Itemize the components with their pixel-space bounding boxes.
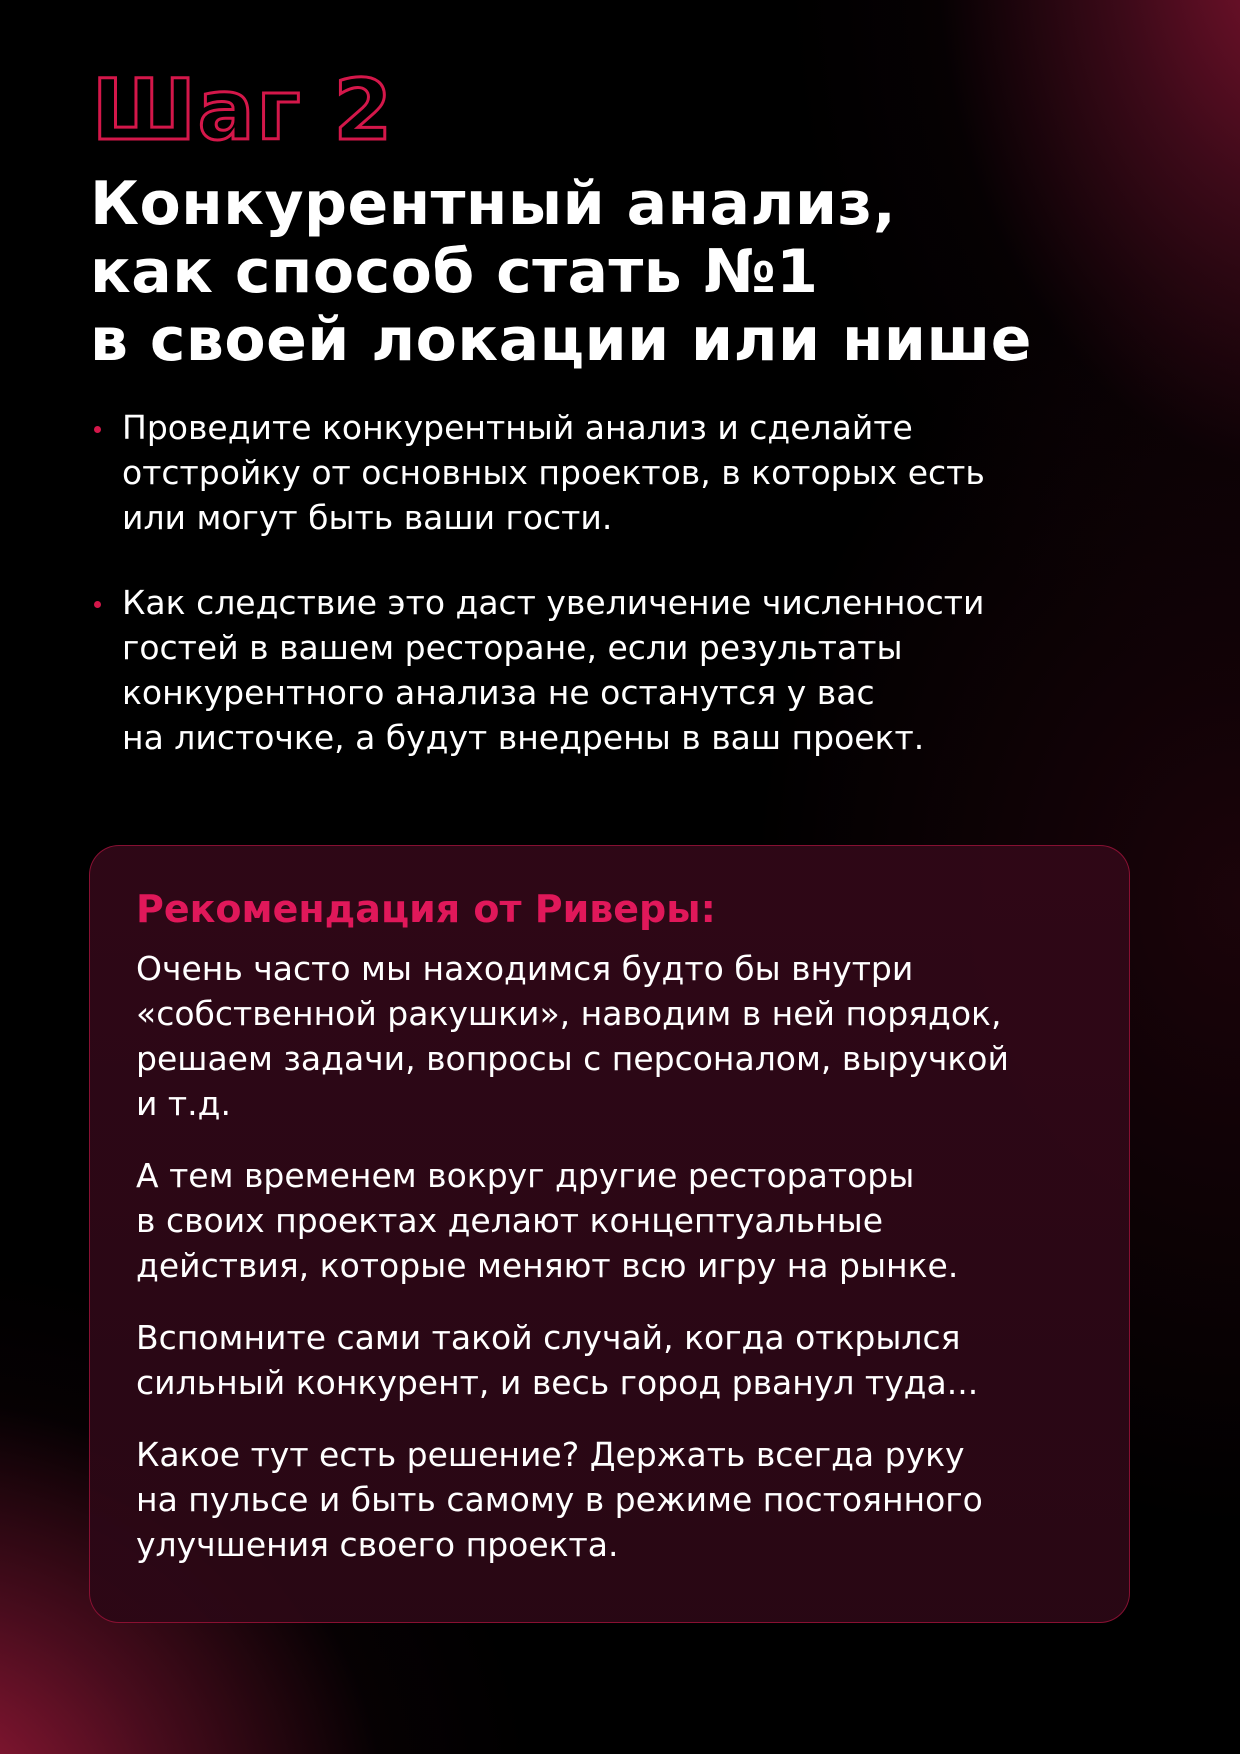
bullet-text-line: или могут быть ваши гости. — [122, 498, 613, 537]
recommendation-text-line: и т.д. — [136, 1084, 231, 1123]
recommendation-text-line: сильный конкурент, и весь город рванул туда... — [136, 1363, 979, 1402]
recommendation-body — [136, 946, 1106, 1594]
recommendation-paragraph — [136, 1153, 1106, 1288]
recommendation-text-line: в своих проектах делают концептуальные — [136, 1201, 884, 1240]
bullet-dot-icon — [94, 426, 101, 433]
recommendation-text-line: Очень часто мы находимся будто бы внутри — [136, 949, 914, 988]
recommendation-paragraph — [136, 1315, 1106, 1405]
recommendation-text-line: на пульсе и быть самому в режиме постоянного — [136, 1480, 983, 1519]
recommendation-text-line: «собственной ракушки», наводим в ней порядок, — [136, 994, 1002, 1033]
headline-line: как способ стать №1 — [90, 237, 819, 307]
recommendation-title: Рекомендация от Риверы: — [136, 887, 716, 931]
recommendation-text-line: А тем временем вокруг другие рестораторы — [136, 1156, 915, 1195]
recommendation-text-line: улучшения своего проекта. — [136, 1525, 619, 1564]
bullet-item — [92, 405, 1092, 540]
bullet-item — [92, 580, 1092, 760]
recommendation-card — [89, 845, 1130, 1623]
bullet-text-line: на листочке, а будут внедрены в ваш проект. — [122, 718, 925, 757]
recommendation-paragraph — [136, 1432, 1106, 1567]
bullet-text-line: отстройку от основных проектов, в которых есть — [122, 453, 985, 492]
recommendation-text-line: Вспомните сами такой случай, когда открылся — [136, 1318, 961, 1357]
recommendation-text-line: Какое тут есть решение? Держать всегда руку — [136, 1435, 965, 1474]
page-headline — [90, 170, 1032, 374]
headline-line: в своей локации или нише — [90, 305, 1032, 375]
step-label: Шаг 2 — [92, 61, 395, 159]
headline-line: Конкурентный анализ, — [90, 169, 897, 239]
recommendation-text-line: решаем задачи, вопросы с персоналом, выручкой — [136, 1039, 1009, 1078]
bullet-dot-icon — [94, 601, 101, 608]
recommendation-text-line: действия, которые меняют всю игру на рынке. — [136, 1246, 959, 1285]
recommendation-paragraph — [136, 946, 1106, 1126]
bullet-text-line: конкурентного анализа не останутся у вас — [122, 673, 875, 712]
bullet-text-line: Проведите конкурентный анализ и сделайте — [122, 408, 913, 447]
bullet-text-line: гостей в вашем ресторане, если результаты — [122, 628, 903, 667]
bullet-text-line: Как следствие это даст увеличение численности — [122, 583, 985, 622]
bullet-list — [92, 405, 1092, 800]
